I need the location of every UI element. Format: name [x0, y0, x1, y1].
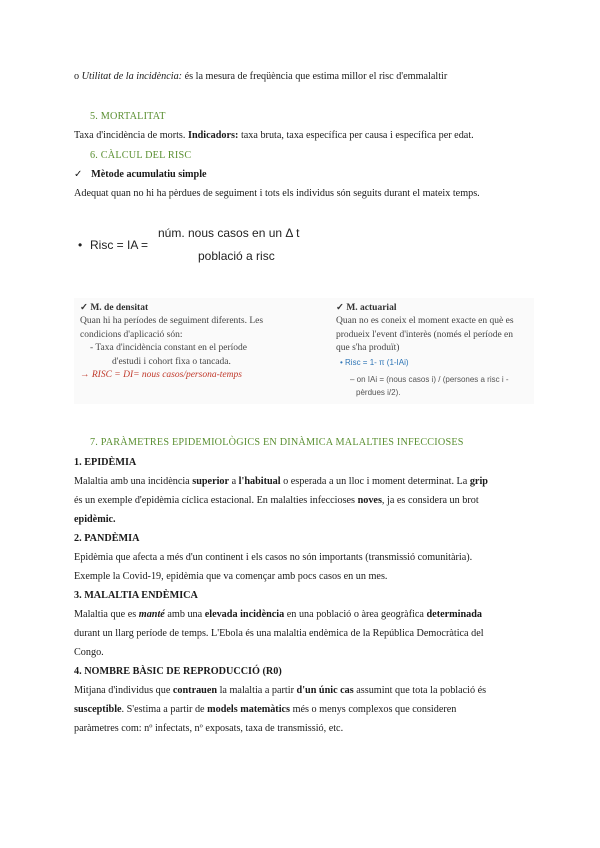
density-line: condicions d'aplicació són: [80, 329, 183, 340]
actuarial-line: Quan no es coneix el moment exacte en què es [336, 316, 514, 327]
intro-line [74, 70, 447, 84]
bold-run: models matemàtics [207, 704, 291, 715]
actuarial-line: pèrdues i/2). [356, 388, 401, 398]
actuarial-title: ✓ M. actuarial [336, 303, 397, 313]
text-run: a [229, 476, 239, 487]
text-run: en una població o àrea geogràfica [284, 609, 427, 620]
endemica-title: 3. MALALTIA ENDÈMICA [74, 590, 198, 601]
text-run: Mitjana d'individus que [74, 685, 173, 696]
method-line [74, 168, 207, 182]
bold-run: grip [469, 476, 488, 487]
bold-run: d'un únic cas [296, 685, 354, 696]
density-line: d'estudi i cohort fixa o tancada. [112, 356, 231, 367]
pandemia-title: 2. PANDÈMIA [74, 533, 140, 544]
endemica-line-2: durant un llarg període de temps. L'Ebola és una malaltia endèmica de la República Democràtica del [74, 628, 484, 639]
text-run: és un exemple d'epidèmia cíclica estacional. En malalties infeccioses [74, 495, 358, 506]
r0-line-3: paràmetres com: nº infectats, nº exposats, taxa de transmissió, etc. [74, 723, 344, 734]
actuarial-column [336, 302, 534, 400]
formula-bullet: • [78, 238, 83, 252]
bullet-marker: o [74, 71, 80, 82]
actuarial-line: que s'ha produït) [336, 343, 400, 354]
check-icon: ✓ [74, 169, 83, 180]
epidemia-title: 1. EPIDÈMIA [74, 457, 137, 468]
density-line: Quan hi ha períodes de seguiment diferents. Les [80, 316, 264, 327]
text-run: Malaltia amb una incidència [74, 476, 193, 487]
endemica-line-3: Congo. [74, 647, 104, 658]
pandemia-line-2: Exemple la Covid-19, epidèmia que va començar amb pocs casos en un mes. [74, 571, 388, 582]
density-line: - Taxa d'incidència constant en el període [90, 343, 248, 354]
bold-run: Indicadors: [188, 130, 239, 141]
text-run: assumint que tota la població és [353, 685, 487, 696]
bold-run: l'habitual [238, 476, 281, 487]
epidemia-line-3: epidèmic. [74, 514, 116, 525]
endemica-line-1 [74, 608, 482, 622]
text-run: taxa bruta, taxa específica per causa i específica per edat. [238, 130, 474, 141]
bold-run: contrauen [172, 685, 218, 696]
actuarial-line: – on IAi = (nous casos i) / (persones a risc i - [350, 375, 509, 385]
density-title: ✓ M. de densitat [80, 303, 149, 313]
text-run: Malaltia que es [74, 609, 139, 620]
bold-run: elevada incidència [204, 609, 285, 620]
r0-title: 4. NOMBRE BÀSIC DE REPRODUCCIÓ (R0) [74, 666, 282, 677]
bold-run: superior [192, 476, 230, 487]
section-7-title: 7. PARÀMETRES EPIDEMIOLÒGICS EN DINÀMICA MALALTIES INFECCIOSES [90, 437, 464, 448]
r0-line-1 [74, 684, 486, 698]
formula-lhs: Risc = IA = [90, 238, 149, 252]
actuarial-formula: • Risc = 1- π (1-IAi) [340, 357, 409, 367]
formula-numerator: núm. nous casos en un Δ t [158, 226, 300, 240]
text-run: , ja es considera un brot [381, 495, 479, 506]
density-formula: → RISC = DI= nous casos/persona-temps [80, 370, 242, 381]
actuarial-line: produeix l'event d'interès (només el període en [336, 329, 514, 340]
bold-run: manté [138, 609, 165, 620]
method-name: Mètode acumulatiu simple [91, 169, 207, 180]
pandemia-line-1: Epidèmia que afecta a més d'un continent i els casos no són importants (transmissió comunitària). [74, 552, 473, 563]
intro-text: és la mesura de freqüència que estima millor el risc d'emmalaltir [182, 71, 448, 82]
bold-run: susceptible [74, 704, 122, 715]
methods-image [74, 298, 534, 404]
density-column [80, 302, 300, 382]
section-6-title: 6. CÀLCUL DEL RISC [90, 150, 192, 161]
text-run: més o menys complexos que consideren [290, 704, 457, 715]
r0-line-2 [74, 703, 456, 717]
text-run: Taxa d'incidència de morts. [74, 130, 188, 141]
intro-term: Utilitat de la incidència: [81, 71, 183, 82]
text-run: o esperada a un lloc i moment determinat. La [280, 476, 470, 487]
text-run: la malaltia a partir [217, 685, 297, 696]
section-5-title: 5. MORTALITAT [90, 111, 166, 122]
text-run: amb una [164, 609, 205, 620]
formula-denominator: població a risc [198, 249, 275, 263]
bold-run: noves [357, 495, 382, 506]
text-run: . S'estima a partir de [121, 704, 208, 715]
epidemia-line-2 [74, 494, 479, 508]
epidemia-line-1 [74, 475, 488, 489]
method-desc: Adequat quan no hi ha pèrdues de seguiment i tots els individus són seguits durant el mateix temps. [74, 188, 480, 199]
section-5-text [74, 129, 474, 143]
bold-run: determinada [426, 609, 482, 620]
